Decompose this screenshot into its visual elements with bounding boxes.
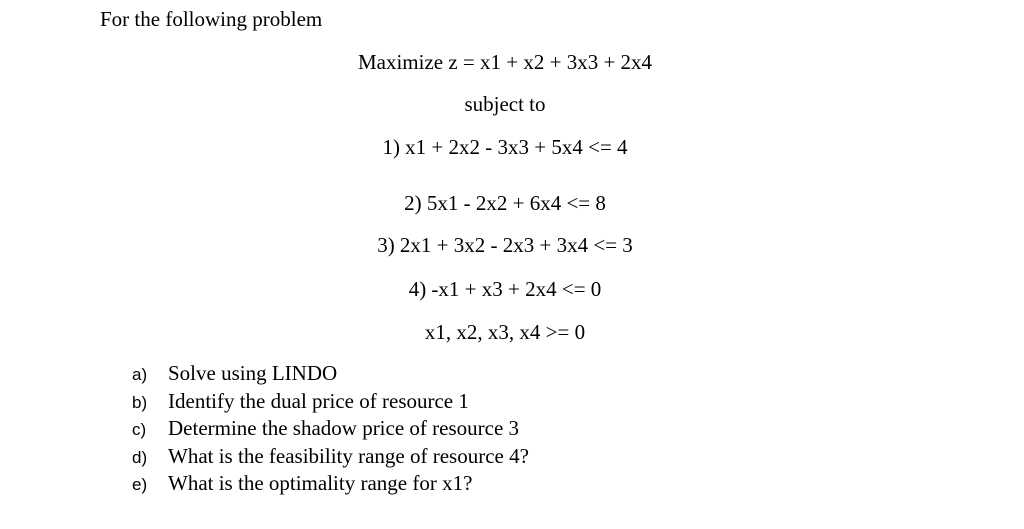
question-list xyxy=(132,361,529,499)
question-letter: c) xyxy=(132,420,147,439)
subject-to-label: subject to xyxy=(464,92,546,116)
question-text: Solve using LINDO xyxy=(168,361,338,385)
intro-text: For the following problem xyxy=(100,7,323,31)
question-letter: d) xyxy=(132,447,148,467)
question-item xyxy=(132,416,529,444)
constraint-2: 2) 5x1 - 2x2 + 6x4 <= 8 xyxy=(404,191,606,215)
constraint-4: 4) -x1 + x3 + 2x4 <= 0 xyxy=(408,277,602,301)
constraint-1: 1) x1 + 2x2 - 3x3 + 5x4 <= 4 xyxy=(382,135,628,159)
question-item xyxy=(132,389,529,417)
question-text: Identify the dual price of resource 1 xyxy=(168,388,469,413)
question-text: Determine the shadow price of resource 3 xyxy=(168,416,520,440)
constraint-3: 3) 2x1 + 3x2 - 2x3 + 3x4 <= 3 xyxy=(377,233,633,257)
question-letter: b) xyxy=(132,392,148,412)
question-text: What is the feasibility range of resource 4? xyxy=(168,443,529,468)
question-item xyxy=(132,361,529,389)
question-letter: a) xyxy=(132,365,148,384)
nonnegativity-constraint: x1, x2, x3, x4 >= 0 xyxy=(424,320,586,344)
question-letter: e) xyxy=(132,475,148,494)
question-item xyxy=(132,471,529,499)
objective-function: Maximize z = x1 + x2 + 3x3 + 2x4 xyxy=(357,50,653,74)
question-item xyxy=(132,444,529,472)
question-text: What is the optimality range for x1? xyxy=(168,471,473,495)
